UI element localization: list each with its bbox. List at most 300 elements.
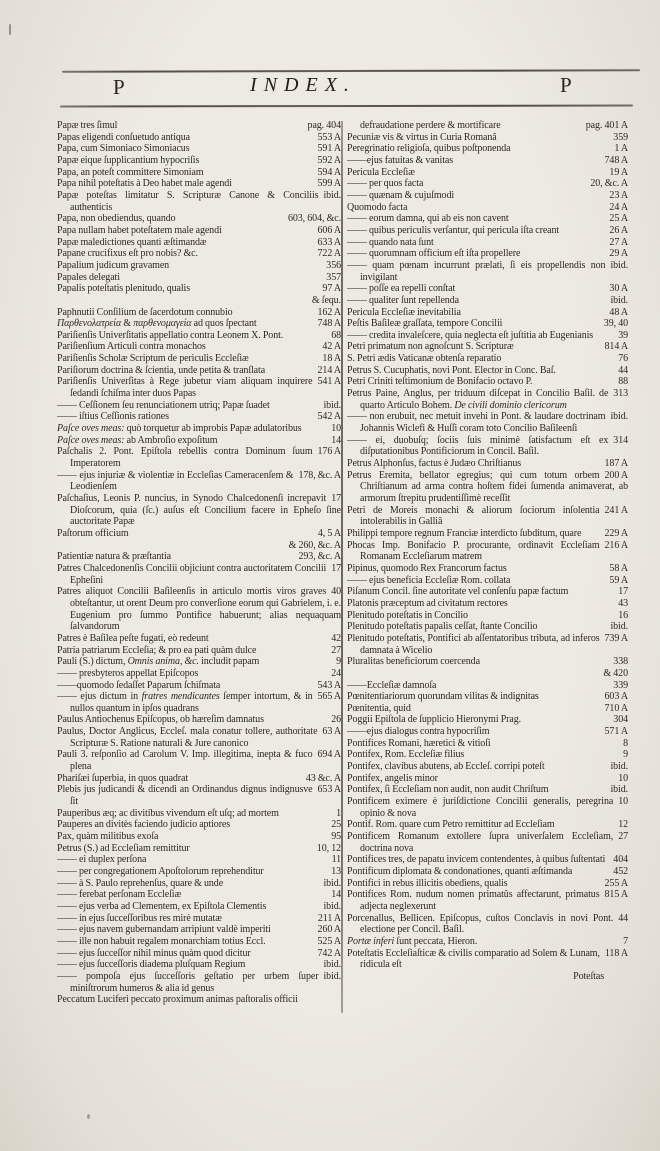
entry-text: Pericula Eccleſiæ [347,166,415,178]
entry-page-ref: 18 A [322,353,341,365]
catchword: Poteſtas [573,970,604,982]
entry-page-ref: 591 A [317,143,341,155]
entry-text: Porcenallus, Bellicen. Epiſcopus, cuſtos Conclavis in novi Pont. electione per Concil. Baſil. [347,912,614,936]
entry-text: Pariſienſium Articuli contra monachos [57,341,206,353]
index-entry [57,307,341,319]
entry-page-ref: 304 [613,714,628,726]
entry-page-ref: 404 [613,854,628,866]
entry-text: Paulus Antiochenus Epiſcopus, ob hæreſim damnatus [57,714,264,726]
entry-page-ref: 339 [613,679,628,691]
entry-page-ref: 27 [331,644,341,656]
index-entry [57,854,341,866]
entry-page-ref: 293, &c. A [298,551,341,563]
entry-text: Petrus Paine, Anglus, per triduum diſcepat in Concilio Baſil. de quarto Articulo Bohem. De civili dominio clericorum [347,388,609,411]
entry-text: Quomodo facta [347,201,408,213]
index-entry [347,714,628,726]
entry-page-ref: 10 [331,423,341,435]
index-entry [57,889,341,901]
entry-text: Pecuniæ vis & virtus in Curia Romanâ [347,131,497,143]
entry-text: Pluralitas beneficiorum coercenda [347,656,480,668]
entry-text: Petrus S. Cucuphatis, novi Pont. Elector in Conc. Baſ. [347,364,556,376]
entry-text: Peccatum Luciferi peccato proximum animas paſtoralis officii [57,994,298,1006]
entry-text: Pontificem Romanum extollere ſupra univerſalem Eccleſiam, doctrina nova [347,831,614,854]
entry-page-ref: 255 A [604,877,628,889]
entry-text: —— quibus periculis verſantur, qui pericula iſta creant [347,224,560,236]
index-entry [57,843,341,855]
entry-text: Pœnitentiariorum quorundam vilitas & indignitas [347,691,539,703]
entry-text: Patria patriarum Eccleſia; & pro ea pati quàm dulce [57,644,257,656]
index-entry [347,575,628,587]
entry-text: —— non erubuit, nec metuit invehi in Pont. & laudare doctrinam Johannis Wiclefi & Huſſi coram toto Concilio Baſileenſi [347,411,606,435]
index-entry [57,435,341,447]
entry-page-ref: 39 [618,329,628,341]
index-entry [57,272,341,284]
index-entry [57,341,341,353]
entry-text: —— ejus ſucceſſor nihil minus quàm quod dicitur [57,947,251,959]
index-entry [57,283,341,306]
index-entry [57,132,341,144]
entry-text: Papales delegati [57,271,120,283]
index-entry [57,225,341,237]
entry-text: Petrus Alphonſus, factus è Judæo Chriſtianus [347,458,522,470]
index-entry [57,994,341,1006]
entry-text: Papalis poteſtatis plenitudo, qualis [57,283,191,295]
index-entry [57,423,341,435]
entry-page-ref-continued: & 420 [603,667,628,679]
entry-page-ref: 14 [331,434,341,446]
index-entry [347,155,628,167]
entry-page-ref: 10, 12 [316,842,341,854]
index-entry [347,633,628,656]
entry-page-ref: 241 A [604,504,628,516]
entry-text: Pontifices Romani, hæretici & vitioſi [347,737,491,749]
entry-page-ref: ibid. [610,259,628,271]
index-entry [57,260,341,272]
index-entry [347,202,628,214]
entry-text: Piſanum Concil. ſine autoritate vel conſenſu papæ factum [347,586,569,598]
entry-text: Pipinus, quomodo Rex Francorum factus [347,562,507,574]
index-entry [347,913,628,936]
entry-text: Peregrinatio religioſa, quibus poſtponenda [347,143,511,155]
index-entry [347,248,628,260]
entry-page-ref: 29 A [609,248,628,260]
entry-page-ref: 97 A [322,283,341,295]
entry-text: Papa, an poteſt committere Simoniam [57,166,204,178]
index-entry [347,854,628,866]
entry-page-ref: 541 A [317,376,341,388]
index-entry [347,225,628,237]
index-entry [347,283,628,295]
entry-text: Papa nullam habet poteſtatem male agendi [57,224,222,236]
entry-text: Pontifex, Rom. Eccleſiæ filius [347,749,465,761]
index-entry [347,819,628,831]
entry-page-ref: 338 [613,656,628,668]
index-entry [347,726,628,738]
entry-text: Petri de Moreis monachi & aliorum ſociorum inſolentia intolerabilis in Galliâ [347,504,600,528]
entry-page-ref: 162 A [317,306,341,318]
entry-page-ref: ibid. [610,294,628,306]
entry-page-ref: 606 A [317,224,341,236]
index-entry [347,610,628,622]
index-entry [57,691,341,714]
entry-text: —— per quos facta [347,178,424,190]
index-entry [57,784,341,807]
page-signature-right: P [560,73,572,97]
entry-page-ref: 58 A [609,562,628,574]
entry-page-ref: 260 A [317,924,341,936]
index-column-left [57,120,341,1006]
index-entry [347,295,628,307]
entry-text: —— quorumnam officium eſt iſta propellere [347,248,521,260]
entry-text: —— Ceſſionem ſeu renunciationem utriq; Papæ ſuadet [57,399,270,411]
index-entry [347,621,628,633]
index-entry [57,353,341,365]
entry-text: Peſtis Baſileæ graſſata, tempore Concilii [347,318,503,330]
entry-page-ref: 68 [331,329,341,341]
index-entry [57,913,341,925]
entry-text: Phariſæi ſuperbia, in quos quadrat [57,772,189,784]
entry-page-ref: 178, &c. A [298,469,341,481]
entry-page-ref: 176 A [317,446,341,458]
entry-text: Plebis jus judicandi & dicendi an Ordinandus dignus indignusve ſit [57,784,313,808]
entry-page-ref: 313 [613,388,628,400]
entry-page-ref: 748 A [317,318,341,330]
entry-page-ref: pag. 401 A [585,120,628,131]
entry-page-ref: 48 A [609,306,628,318]
index-entry [347,376,628,388]
entry-page-ref: 742 A [317,947,341,959]
index-entry [347,889,628,912]
index-entry [347,761,628,773]
entry-text: Pontif. Rom. quare cum Petro remittitur ad Eccleſiam [347,819,555,831]
index-entry [347,365,628,377]
entry-text: Patres è Baſilea peſte fugati, eò redeunt [57,632,209,644]
index-entry [347,703,628,715]
entry-text: —— presbyteros appellat Epiſcopos [57,667,199,679]
index-entry [57,726,341,749]
entry-page-ref-continued: & 260, &c. A [288,539,341,551]
index-entry [347,784,628,796]
index-entry [347,878,628,890]
entry-text: ——ejus dialogus contra hypocriſim [347,726,490,738]
entry-page-ref: 12 [618,819,628,831]
index-entry [57,971,341,994]
entry-page-ref: 10 [618,796,628,808]
index-entry [57,645,341,657]
entry-text: Paſchalis 2. Pont. Epiſtola rebellis contra Dominum ſuum Imperatorem [57,446,313,470]
index-entry [57,714,341,726]
entry-page-ref: 10 [618,772,628,784]
index-entry [347,936,628,948]
index-entry [347,213,628,225]
entry-page-ref: 26 A [609,224,628,236]
entry-text: Paphnutii Conſilium de ſacerdotum connubio [57,306,233,318]
index-entry [347,796,628,819]
entry-page-ref: 543 A [317,679,341,691]
entry-text: —— eorum damna, qui ab eis non cavent [347,213,509,225]
index-entry [57,248,341,260]
entry-page-ref: 653 A [317,784,341,796]
entry-page-ref: 23 A [609,189,628,201]
entry-text: Pontificum diplomata & condonationes, quanti æſtimanda [347,866,573,877]
entry-text: Plenitudo poteſtatis, Pontifici ab aſſentatoribus tributa, ad inferos damnata à Wicelio [347,632,600,656]
entry-page-ref: 25 A [609,213,628,225]
entry-text: Petrus (S.) ad Eccleſiam remittitur [57,842,190,854]
index-entry [57,901,341,913]
entry-page-ref: 27 [618,831,628,843]
entry-text: Pariſienſis Scholæ Scriptum de periculis Eccleſiæ [57,353,249,365]
index-entry [347,330,628,342]
entry-page-ref: 44 [618,912,628,924]
index-entry [347,528,628,540]
index-entry [347,470,628,505]
index-entry [57,948,341,960]
page-title: INDEX. [250,74,356,96]
index-entry [347,586,628,598]
entry-page-ref: 594 A [317,166,341,178]
entry-page-ref: 599 A [317,178,341,190]
entry-text: —— per congregationem Apoſtolorum reprehenditur [57,866,264,877]
entry-page-ref: ibid. [610,411,628,423]
entry-page-ref: 17 [331,493,341,504]
entry-page-ref: 88 [618,376,628,388]
index-entry [347,749,628,761]
entry-text: —— ejus navem gubernandam arripiunt valdè imperiti [57,924,271,936]
index-entry [347,120,628,132]
entry-text: Pauli (S.) dictum, Omnis anima, &c. includit papam [57,656,260,668]
entry-text: —— iſtius Ceſſionis rationes [57,411,169,423]
entry-text: —— ejus verba ad Clementem, ex Epiſtola Clementis [57,900,267,912]
index-entry [347,598,628,610]
entry-text: —— in ejus ſucceſſoribus res mirè mutatæ [57,912,222,924]
index-entry [347,178,628,190]
index-entry [57,668,341,680]
index-entry [57,400,341,412]
entry-text: —— ferebat perſonam Eccleſiæ [57,889,182,901]
entry-text: Pericula Eccleſiæ inevitabilia [347,306,461,318]
index-entry [57,365,341,377]
entry-text: —— credita invaleſcere, quia neglecta eſt juſtitia ab Eugenianis [347,329,594,341]
entry-text: —— qualiter ſunt repellenda [347,294,459,306]
entry-page-ref: 19 A [609,166,628,178]
index-entry [57,936,341,948]
entry-page-ref: 42 A [322,341,341,353]
index-entry [57,493,341,528]
entry-text: Papæ tres ſimul [57,120,118,131]
entry-text: Paſce oves meas: quò torquetur ab improbis Papæ adulatoribus [57,423,302,435]
entry-text: Plenitudo poteſtatis papalis ceſſat, ſtante Concilio [347,621,538,633]
entry-page-ref: 565 A [317,691,341,703]
index-entry [57,831,341,843]
entry-text: Plenitudo poteſtatis in Concilio [347,609,468,621]
entry-text: Pauperes an divitès faciendo judicio aptiores [57,819,231,831]
entry-page-ref: 748 A [604,154,628,166]
entry-page-ref: 16 [618,609,628,621]
index-entry [347,353,628,365]
entry-page-ref: 814 A [604,341,628,353]
entry-page-ref: 9 [336,656,341,668]
entry-page-ref: ibid. [323,970,341,982]
index-entry [347,388,628,411]
entry-page-ref: 200 A [604,469,628,481]
entry-text: Platonis præceptum ad civitatum rectores [347,597,508,609]
entry-text: Pontifices tres, de papatu invicem contendentes, à quibus ſuſtentati [347,854,606,866]
entry-page-ref: 39, 40 [603,318,628,330]
entry-text: —— ejus injuriæ & violentiæ in Eccleſias Cameracenſem & Leodienſem [57,469,294,493]
entry-page-ref: 603, 604, &c. [287,213,341,225]
index-entry [347,458,628,470]
entry-page-ref: 739 A [604,632,628,644]
index-entry [57,586,341,633]
index-entry [57,819,341,831]
entry-text: Pontifex, angelis minor [347,772,438,784]
index-entry [57,190,341,213]
index-entry [57,924,341,936]
entry-page-ref: 592 A [317,154,341,166]
entry-page-ref: 216 A [604,539,628,551]
index-entry [57,330,341,342]
entry-text: Poteſtatis Eccleſiaſticæ & civilis comparatio ad Solem & Lunam, ridicula eſt [347,947,600,971]
entry-text: Phocas Imp. Bonifacio P. procurante, ordinavit Eccleſiam Romanam Eccleſiarum matrem [347,539,600,563]
page-signature-left: P [113,75,125,99]
entry-page-ref: 30 A [609,283,628,295]
entry-page-ref: ibid. [323,959,341,971]
index-entry [347,318,628,330]
entry-text: Papa, non obediendus, quando [57,213,176,225]
entry-page-ref: 24 A [609,201,628,213]
entry-page-ref: ibid. [610,784,628,796]
index-entry [57,749,341,772]
index-entry [347,341,628,353]
entry-page-ref: 26 [331,714,341,726]
entry-text: Paſce oves meas: ab Ambroſio expoſitum [57,434,218,446]
index-entry [347,237,628,249]
entry-page-ref: 42 [331,632,341,644]
entry-page-ref: 43 [618,597,628,609]
entry-page-ref: 14 [331,889,341,901]
index-entry [347,540,628,563]
entry-page-ref: ibid. [323,189,341,201]
entry-text: —— quando nata ſunt [347,236,434,248]
entry-text: Papas eligendi conſuetudo antiqua [57,131,191,143]
entry-text: Pontifex, ſi Eccleſiam non audit, non audit Chriſtum [347,784,549,796]
entry-page-ref: 40 [331,586,341,598]
entry-text: Pax, quàm militibus exoſa [57,831,159,843]
entry-text: —— ei duplex perſona [57,854,147,866]
index-entry [347,435,628,458]
entry-page-ref: 694 A [317,749,341,761]
entry-text: defraudatione perdere & mortificare [360,120,501,131]
entry-page-ref-continued: & ſequ. [311,294,341,306]
index-entry [347,411,628,434]
entry-page-ref: 20, &c. A [590,178,628,190]
entry-page-ref: 359 [613,131,628,143]
entry-page-ref: 118 A [604,947,628,959]
entry-page-ref: 7 [623,935,628,947]
entry-text: —— quam pœnam incurrunt prælati, ſi eis propellendis non invigilant [347,259,606,283]
entry-text: —— ille non habuit regalem monarchiam totius Eccl. [57,935,266,947]
index-entry [57,237,341,249]
index-entry [347,307,628,319]
entry-page-ref: 1 [336,807,341,819]
entry-page-ref: 27 A [609,236,628,248]
entry-text: —— ejus ſucceſſoris diadema pluſquam Regium [57,959,246,971]
entry-page-ref: 1 A [614,143,628,155]
entry-text: Papæ eique ſupplicantium hypocriſis [57,154,200,166]
index-entry [57,551,341,563]
index-entry [57,446,341,469]
index-entry [347,656,628,679]
index-entry [347,167,628,179]
entry-page-ref: 815 A [604,889,628,901]
index-entry [57,318,341,330]
entry-text: —— quænam & cujuſmodi [347,189,455,201]
index-entry [347,563,628,575]
entry-text: Papalium judicum gravamen [57,259,170,271]
index-entry [347,132,628,144]
entry-page-ref: 9 [623,749,628,761]
entry-page-ref: 95 [331,831,341,843]
index-entry [347,680,628,692]
entry-page-ref: 722 A [317,248,341,260]
entry-page-ref: 63 A [322,726,341,738]
index-entry [57,376,341,399]
entry-page-ref: 571 A [604,726,628,738]
entry-text: —— ei, duobuſq; ſociis ſuis minimè ſatisfactum eſt ex diſputationibus Pontificiorum in Concil. Baſil. [347,434,609,458]
entry-page-ref: 542 A [317,411,341,423]
entry-page-ref: ibid. [610,761,628,773]
index-entry [57,866,341,878]
entry-text: Philippi tempore regnum Franciæ interdicto ſubditum, quare [347,527,582,539]
entry-page-ref: 59 A [609,574,628,586]
entry-page-ref: 603 A [604,691,628,703]
entry-text: ——Eccleſiæ damnoſa [347,679,437,691]
entry-page-ref: ibid. [610,621,628,633]
entry-text: ——quomodo ſedaſſet Paparum ſchiſmata [57,679,221,691]
index-entry [57,120,341,132]
entry-page-ref: 187 A [604,458,628,470]
entry-text: Papæ maledictiones quanti æſtimandæ [57,236,207,248]
index-entry [57,808,341,820]
entry-text: Pariſienſis Univerſitatis appellatio contra Leonem X. Pont. [57,329,284,341]
header-rule-bottom [60,104,633,107]
index-entry [347,773,628,785]
entry-text: Pauperibus æq; ac divitibus vivendum eſt uſq; ad mortem [57,807,279,819]
entry-page-ref: ibid. [323,877,341,889]
entry-text: Pontifex, clavibus abutens, ab Eccleſ. corripi poteſt [347,761,545,773]
index-column-right [347,120,628,983]
entry-page-ref: ibid. [323,900,341,912]
entry-text: Pariſiorum doctrina & ſcientia, unde petita & tranſlata [57,364,266,376]
entry-text: Papane crucifixus eſt pro nobis? &c. [57,248,198,260]
index-entry [57,528,341,551]
entry-page-ref: 8 [623,737,628,749]
entry-page-ref: 229 A [604,527,628,539]
index-entry [57,167,341,179]
index-entry [57,563,341,586]
entry-text: Petrus Eremita, bellator egregius; qui cum totum orbem Chriſtianum ad arma contra hoſtem fidei ſumenda animaverat, ab armorum ſtrepitu prudentiſſimè receſſit [347,469,628,504]
entry-text: Paſtorum officium [57,527,129,539]
entry-text: Pontifici in rebus illicitis obediens, qualis [347,877,508,889]
entry-page-ref: 633 A [317,236,341,248]
index-entry [57,773,341,785]
entry-text: Paſchaſius, Leonis P. nuncius, in Synodo Chalcedonenſi increpavit Dioſcorum, quia (ſc.) auſus eſt Concilium facere in Epheſo ſine auctoritate Papæ [57,493,341,528]
column-divider-rule [341,121,343,1013]
entry-text: Παρθενολατρεία & παρθενομαγεία ad quos ſpectant [57,318,257,330]
index-entry [347,738,628,750]
entry-page-ref: 25 [331,819,341,831]
entry-page-ref: 17 [331,562,341,574]
